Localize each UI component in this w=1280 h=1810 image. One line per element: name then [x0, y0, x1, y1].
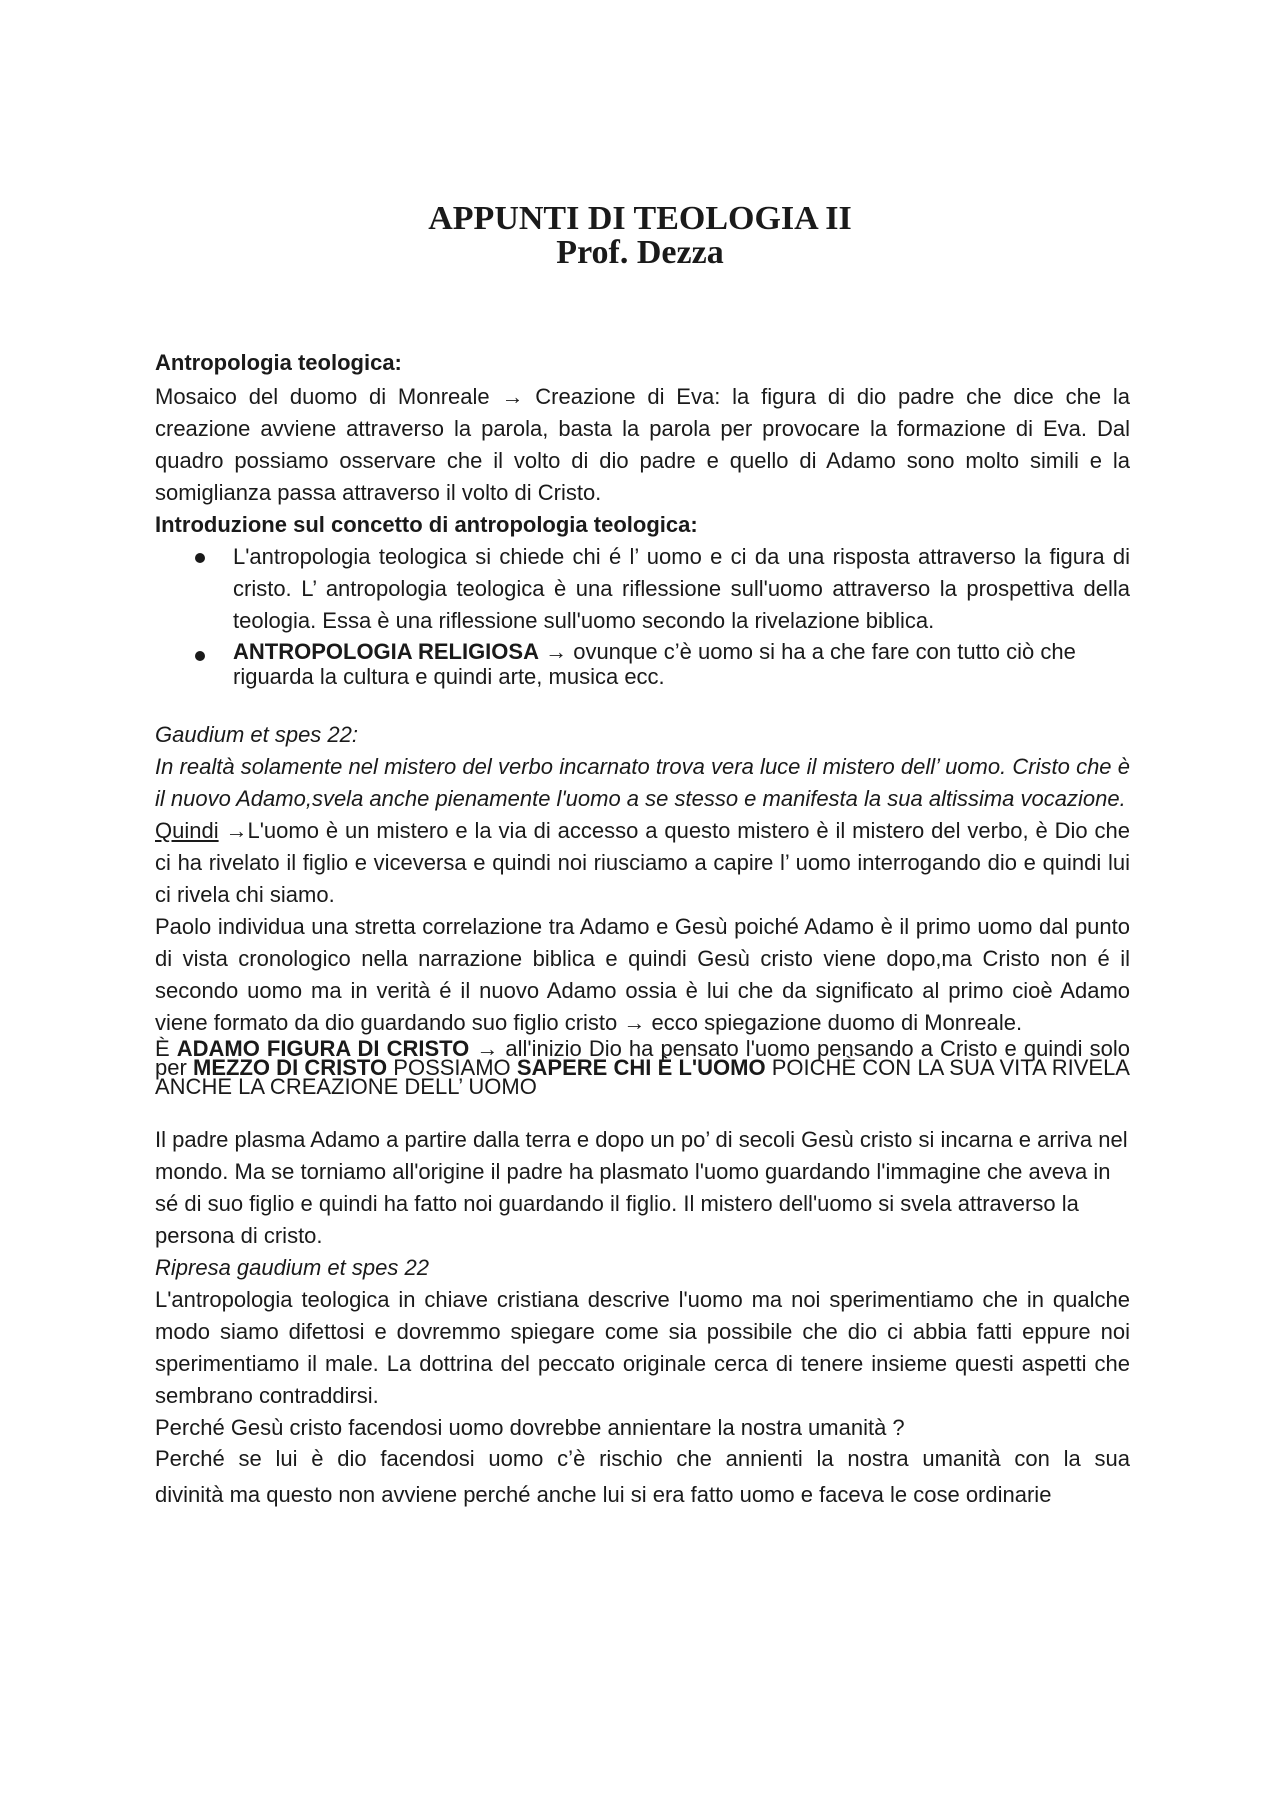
paragraph-adamo-figura — [155, 1036, 1130, 1099]
document-body — [155, 347, 1130, 1516]
paragraph-quindi — [155, 815, 1130, 911]
adamo-bold-2: MEZZO DI CRISTO — [193, 1055, 388, 1080]
document-title: APPUNTI DI TEOLOGIA II — [428, 200, 852, 237]
bullet-text: → ovunque c’è uomo si ha a che fare con tutto ciò che riguarda la cultura e quindi arte, musica ecc. — [233, 639, 1076, 689]
paragraph-chiave-cristiana: L'antropologia teologica in chiave cristiana descrive l'uomo ma noi sperimentiamo che in qualche modo siamo difettosi e dovremmo spiegare come sia possibile che dio ci abbia fatti eppure noi sperimentiamo il male. La dottrina del peccato originale cerca di tenere insieme questi aspetti che sembrano contraddirsi. — [155, 1287, 1130, 1408]
adamo-text-2: POSSIAMO — [387, 1055, 517, 1080]
adamo-bold-1: ADAMO FIGURA DI CRISTO — [176, 1036, 470, 1061]
paragraph-answer-1: Perché se lui è dio facendosi uomo c’è rischio che annienti la nostra umanità con la sua — [155, 1446, 1130, 1471]
section-heading-antropologia: Antropologia teologica: — [155, 350, 402, 375]
paragraph-mosaico: Mosaico del duomo di Monreale → Creazione di Eva: la figura di dio padre che dice che la creazione avviene attraverso la parola, basta la parola per provocare la formazione di Eva. Dal quadro possiamo osservare che il volto di dio padre e quello di Adamo sono molto simili e la somiglianza passa attraverso il volto di Cristo. — [155, 384, 1130, 505]
adamo-prefix: È — [155, 1036, 177, 1061]
paragraph-question: Perché Gesù cristo facendosi uomo dovrebbe annientare la nostra umanità ? — [155, 1415, 905, 1440]
bullet-icon — [195, 553, 205, 563]
bullet-bold-term: ANTROPOLOGIA RELIGIOSA — [233, 639, 539, 664]
document-subtitle: Prof. Dezza — [556, 234, 724, 271]
quindi-text: →L'uomo è un mistero e la via di accesso a questo mistero è il mistero del verbo, è Dio che ci ha rivelato il figlio e viceversa e quindi noi riusciamo a capire l’ uomo interrogando dio e quindi lui ci rivela chi siamo. — [155, 818, 1130, 907]
gaudium-quote: In realtà solamente nel mistero del verbo incarnato trova vera luce il mistero dell’ uomo. Cristo che è il nuovo Adamo,svela anche pienamente l'uomo a se stesso e manifesta la sua altissima vocazione. — [155, 754, 1130, 811]
bullet-icon — [195, 651, 205, 661]
quindi-label: Quindi — [155, 818, 219, 843]
list-item — [155, 541, 1130, 637]
paragraph-paolo: Paolo individua una stretta correlazione tra Adamo e Gesù poiché Adamo è il primo uomo dal punto di vista cronologico nella narrazione biblica e quindi Gesù cristo viene dopo,ma Cristo non é il secondo uomo ma in verità é il nuovo Adamo ossia è lui che da significato al primo cioè Adamo viene formato da dio guardando suo figlio cristo → ecco spiegazione duomo di Monreale. — [155, 914, 1130, 1035]
adamo-bold-3: SAPERE CHI È L'UOMO — [516, 1055, 766, 1080]
adamo-text-1: → all'inizio Dio ha pensato l'uomo pensando a Cristo e quindi solo per — [155, 1036, 1130, 1080]
adamo-text-3: POICHÈ CON LA SUA VITA RIVELA ANCHE LA CREAZIONE DELL’ UOMO — [155, 1055, 1130, 1099]
gaudium-heading: Gaudium et spes 22: — [155, 722, 359, 747]
spacer — [155, 1096, 1130, 1124]
paragraph-padre: Il padre plasma Adamo a partire dalla terra e dopo un po’ di secoli Gesù cristo si incarna e arriva nel mondo. Ma se torniamo all'origine il padre ha plasmato l'uomo guardando l'immagine che aveva in sé di suo figlio e quindi ha fatto noi guardando il figlio. Il mistero dell'uomo si svela attraverso la persona di cristo. — [155, 1127, 1128, 1248]
title-block — [0, 202, 1280, 270]
list-item — [155, 639, 1130, 689]
section-heading-introduzione: Introduzione sul concetto di antropologia teologica: — [155, 512, 698, 537]
paragraph-answer-2: divinità ma questo non avviene perché anche lui si era fatto uomo e faceva le cose ordinarie — [155, 1482, 1052, 1507]
bullet-text: L'antropologia teologica si chiede chi é l’ uomo e ci da una risposta attraverso la figura di cristo. L’ antropologia teologica è una riflessione sull'uomo attraverso la prospettiva della teologia. Essa è una riflessione sull'uomo secondo la rivelazione biblica. — [233, 544, 1130, 633]
ripresa-heading: Ripresa gaudium et spes 22 — [155, 1255, 429, 1280]
spacer — [155, 689, 1130, 719]
bullet-list — [155, 541, 1130, 689]
